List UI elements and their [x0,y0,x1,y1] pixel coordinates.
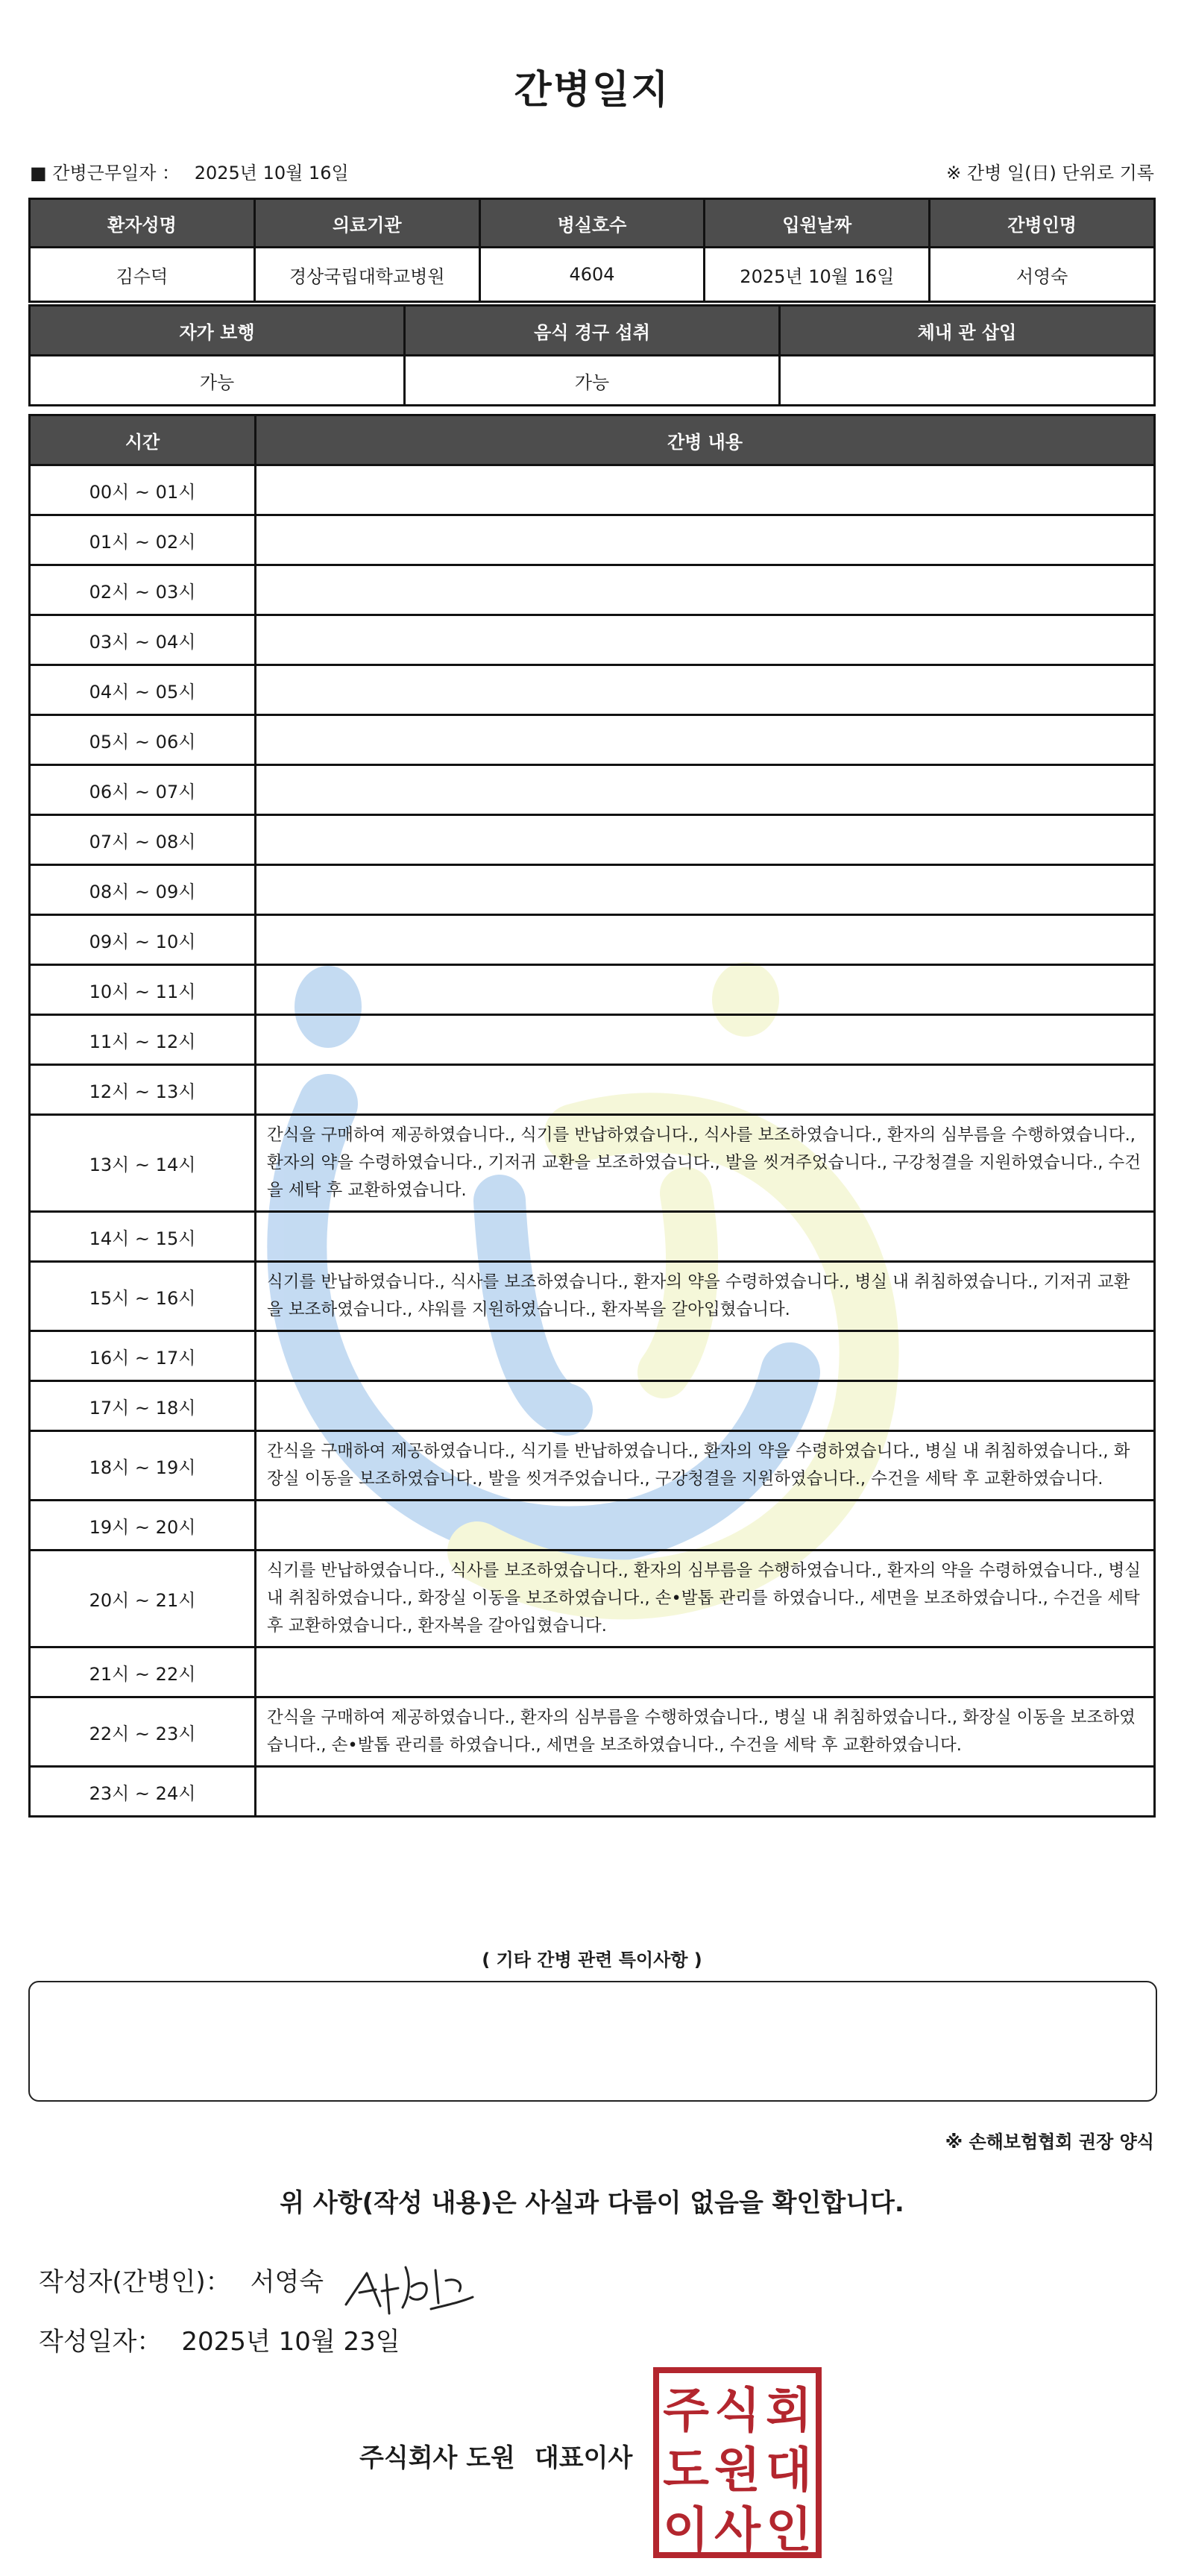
log-row [30,1381,1155,1431]
header-time: 시간 [30,415,256,465]
log-time-cell: 21시 ~ 22시 [30,1647,256,1697]
patient-ability-table [28,304,1156,406]
patient-name: 김수덕 [30,248,255,302]
log-content-cell: 간식을 구매하여 제공하였습니다., 식기를 반납하였습니다., 환자의 약을 수령하였습니다., 병실 내 취침하였습니다., 화장실 이동을 보조하였습니다., 발을 씻겨주었습니다., 구강청결을 지원하였습니다., 수건을 세탁 후 교환하였습니다. [256,1431,1155,1501]
svg-text:원: 원 [714,2443,761,2498]
log-time-cell: 12시 ~ 13시 [30,1065,256,1115]
care-log-table [28,414,1156,1818]
written-date-label: 작성일자： [39,2327,163,2357]
log-row [30,1065,1155,1115]
work-date [30,158,349,184]
log-time-cell: 20시 ~ 21시 [30,1551,256,1647]
log-row [30,765,1155,815]
written-date-value: 2025년 10월 23일 [181,2327,400,2357]
log-content-cell [256,465,1155,515]
log-content-cell [256,965,1155,1015]
log-time-cell: 16시 ~ 17시 [30,1331,256,1381]
log-row [30,1331,1155,1381]
work-date-value: 2025년 10월 16일 [194,163,349,183]
work-date-label: ■ 간병근무일자 ： [30,163,180,183]
header-care-content: 간병 내용 [256,415,1155,465]
admission-date: 2025년 10월 16일 [705,248,930,302]
log-content-cell [256,1212,1155,1262]
writer-name: 서영숙 [250,2267,324,2297]
log-content-cell [256,815,1155,865]
log-row [30,1115,1155,1212]
log-content-cell [256,765,1155,815]
patient-info-header-row [30,199,1155,248]
written-date-line [39,2321,400,2357]
ability-header-row [30,306,1155,356]
log-time-cell: 15시 ~ 16시 [30,1262,256,1331]
writer-label: 작성자(간병인)： [39,2267,231,2297]
self-walking-value: 가능 [30,356,405,406]
log-content-cell [256,665,1155,715]
log-row [30,815,1155,865]
svg-text:도: 도 [663,2443,709,2498]
log-content-cell [256,715,1155,765]
log-row [30,465,1155,515]
log-content-cell [256,865,1155,915]
log-time-cell: 18시 ~ 19시 [30,1431,256,1501]
log-time-cell: 00시 ~ 01시 [30,465,256,515]
log-time-cell: 04시 ~ 05시 [30,665,256,715]
log-row [30,1767,1155,1817]
caregiver-name: 서영숙 [930,248,1155,302]
hospital: 경상국립대학교병원 [254,248,479,302]
log-row [30,915,1155,965]
log-row [30,865,1155,915]
log-time-cell: 01시 ~ 02시 [30,515,256,565]
log-row [30,1647,1155,1697]
log-content-cell [256,515,1155,565]
handwritten-signature [337,2245,479,2327]
log-time-cell: 11시 ~ 12시 [30,1015,256,1065]
log-row [30,515,1155,565]
patient-info-table [28,198,1156,303]
log-row [30,1431,1155,1501]
header-tube-insertion: 체내 관 삽입 [780,306,1155,356]
log-time-cell: 02시 ~ 03시 [30,565,256,615]
log-row [30,1262,1155,1331]
log-content-cell [256,615,1155,665]
log-content-cell: 간식을 구매하여 제공하였습니다., 환자의 심부름을 수행하였습니다., 병실 내 취침하였습니다., 화장실 이동을 보조하였습니다., 손•발톱 관리를 하였습니다., 세면을 보조하였습니다., 수건을 세탁 후 교환하였습니다. [256,1697,1155,1767]
page-title: 간병일지 [514,68,670,113]
log-row [30,1697,1155,1767]
unit-note: ※ 간병 일(日) 단위로 기록 [946,163,1154,183]
log-time-cell: 17시 ~ 18시 [30,1381,256,1431]
ability-value-row [30,356,1155,406]
header-caregiver-name: 간병인명 [930,199,1155,248]
log-content-cell: 식기를 반납하였습니다., 식사를 보조하였습니다., 환자의 심부름을 수행하였습니다., 환자의 약을 수령하였습니다., 병실 내 취침하였습니다., 화장실 이동을 보조하였습니다., 손•발톱 관리를 하였습니다., 세면을 보조하였습니다., 수건을 세탁 후 교환하였습니다., 환자복을 갈아입혔습니다. [256,1551,1155,1647]
svg-text:이: 이 [663,2503,709,2558]
log-content-cell [256,1065,1155,1115]
notes-box [28,1981,1157,2102]
log-row [30,965,1155,1015]
log-time-cell: 14시 ~ 15시 [30,1212,256,1262]
log-content-cell [256,1501,1155,1551]
header-room: 병실호수 [479,199,705,248]
company-line [359,2437,632,2474]
log-content-cell: 간식을 구매하여 제공하였습니다., 식기를 반납하였습니다., 식사를 보조하였습니다., 환자의 심부름을 수행하였습니다., 환자의 약을 수령하였습니다., 기저귀 교환을 보조하였습니다., 발을 씻겨주었습니다., 구강청결을 지원하였습니다., 수건을 세탁 후 교환하였습니다. [256,1115,1155,1212]
tube-insertion-value [780,356,1155,406]
log-content-cell [256,565,1155,615]
company-seal-stamp [652,2366,823,2560]
log-content-cell: 식기를 반납하였습니다., 식사를 보조하였습니다., 환자의 약을 수령하였습니다., 병실 내 취침하였습니다., 기저귀 교환을 보조하였습니다., 샤워를 지원하였습니다., 환자복을 갈아입혔습니다. [256,1262,1155,1331]
log-row [30,665,1155,715]
care-log-body [30,465,1155,1817]
notes-title: ( 기타 간병 관련 특이사항 ) [482,1950,702,1970]
company-name: 주식회사 도원 [359,2443,515,2473]
log-row [30,565,1155,615]
header-oral-intake: 음식 경구 섭취 [405,306,780,356]
log-row [30,1551,1155,1647]
svg-text:주: 주 [663,2384,709,2439]
ceo-label: 대표이사 [534,2443,633,2473]
log-time-cell: 23시 ~ 24시 [30,1767,256,1817]
log-content-cell [256,1331,1155,1381]
log-time-cell: 22시 ~ 23시 [30,1697,256,1767]
header-self-walking: 자가 보행 [30,306,405,356]
log-content-cell [256,1767,1155,1817]
log-row [30,1501,1155,1551]
room-number: 4604 [479,248,705,302]
header-hospital: 의료기관 [254,199,479,248]
header-patient-name: 환자성명 [30,199,255,248]
log-row [30,715,1155,765]
log-content-cell [256,1015,1155,1065]
log-time-cell: 08시 ~ 09시 [30,865,256,915]
log-row [30,615,1155,665]
log-time-cell: 19시 ~ 20시 [30,1501,256,1551]
log-content-cell [256,915,1155,965]
confirmation-statement: 위 사항(작성 내용)은 사실과 다름이 없음을 확인합니다. [280,2188,904,2218]
patient-info-value-row [30,248,1155,302]
log-time-cell: 13시 ~ 14시 [30,1115,256,1212]
svg-text:인: 인 [766,2503,812,2558]
log-row [30,1212,1155,1262]
oral-intake-value: 가능 [405,356,780,406]
recommend-note: ※ 손해보험협회 권장 양식 [945,2132,1154,2152]
log-content-cell [256,1381,1155,1431]
log-time-cell: 03시 ~ 04시 [30,615,256,665]
log-time-cell: 05시 ~ 06시 [30,715,256,765]
log-time-cell: 10시 ~ 11시 [30,965,256,1015]
writer-line [39,2261,324,2298]
svg-text:사: 사 [714,2503,761,2558]
log-time-cell: 09시 ~ 10시 [30,915,256,965]
log-content-cell [256,1647,1155,1697]
log-time-cell: 07시 ~ 08시 [30,815,256,865]
log-row [30,1015,1155,1065]
header-admission-date: 입원날짜 [705,199,930,248]
svg-text:회: 회 [766,2384,812,2439]
log-header-row [30,415,1155,465]
svg-text:대: 대 [766,2443,812,2498]
svg-text:식: 식 [714,2384,761,2439]
log-time-cell: 06시 ~ 07시 [30,765,256,815]
